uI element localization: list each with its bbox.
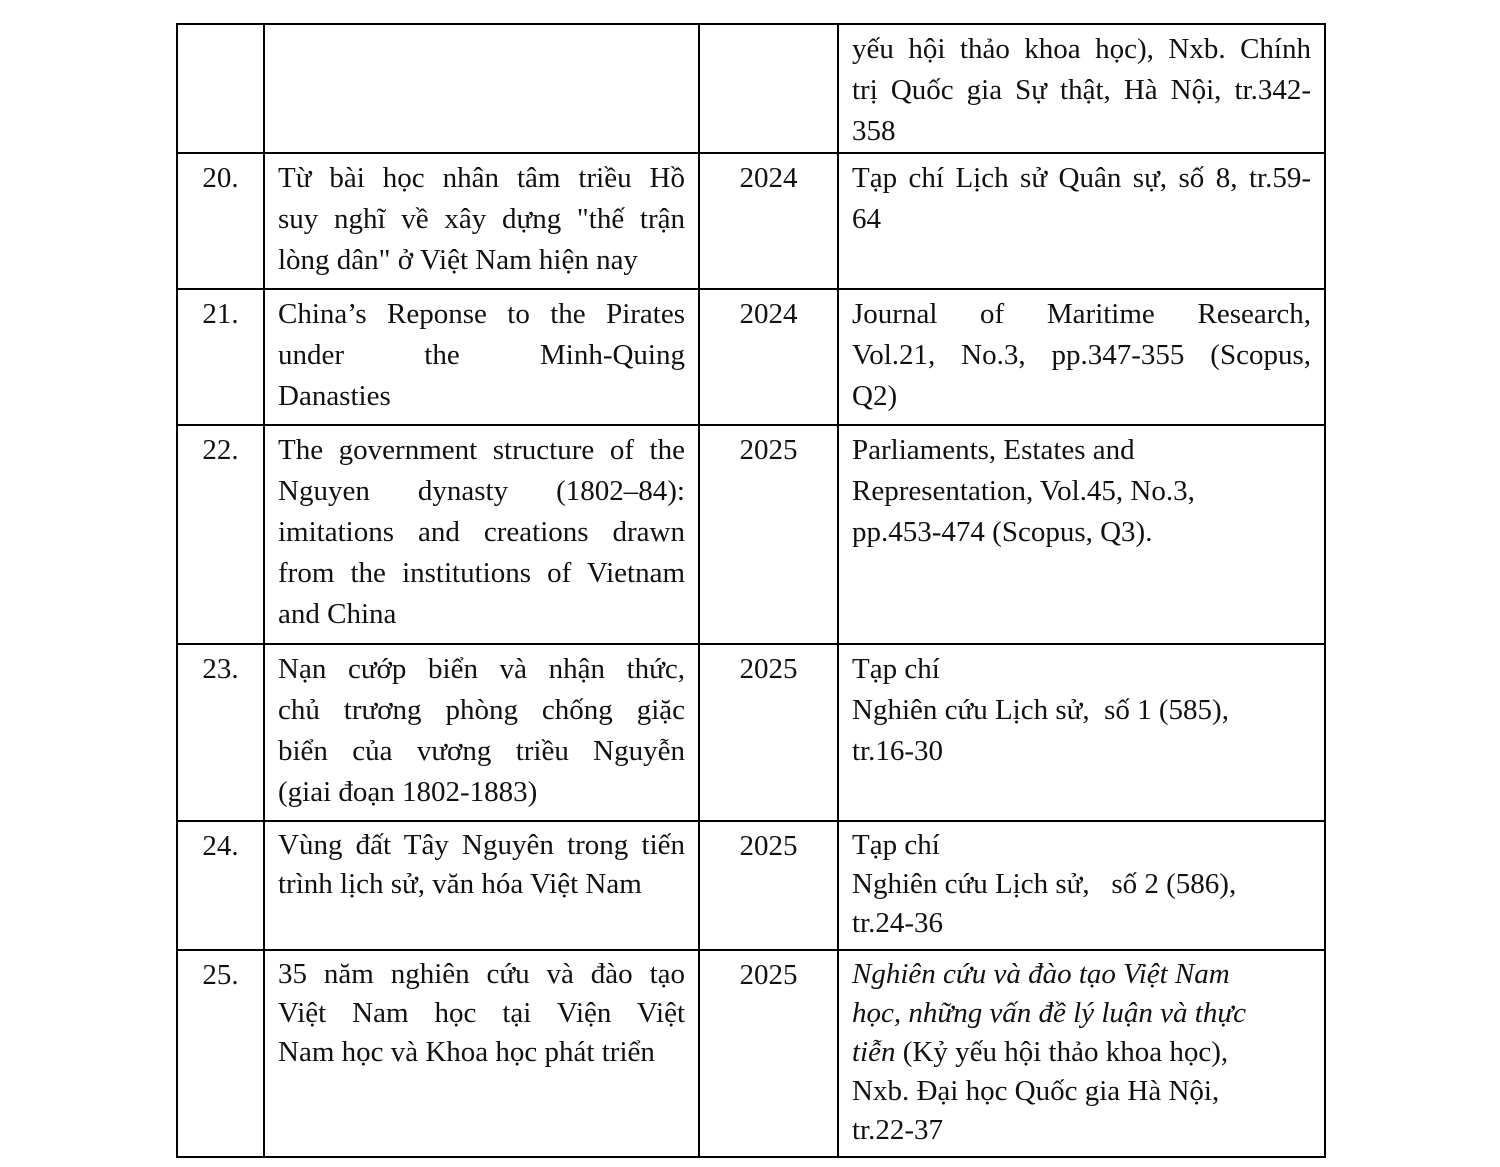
row-number: 20. — [177, 153, 264, 289]
row-title — [264, 950, 699, 1157]
venue-line: yếu hội thảo khoa học), Nxb. Chính — [852, 33, 1311, 65]
title-line: trình lịch sử, văn hóa Việt Nam — [278, 868, 642, 900]
row-number: 25. — [177, 950, 264, 1157]
table-row — [177, 153, 1325, 289]
row-year: 2025 — [699, 644, 838, 821]
row-year: 2024 — [699, 289, 838, 425]
title-line: Nguyen dynasty (1802–84): — [278, 475, 685, 507]
row-venue — [838, 425, 1325, 644]
row-year: 2024 — [699, 153, 838, 289]
row-venue — [838, 644, 1325, 821]
venue-line: tr.24-36 — [852, 907, 944, 939]
title-line: lòng dân" ở Việt Nam hiện nay — [278, 244, 638, 276]
title-line: Nam học và Khoa học phát triển — [278, 1036, 655, 1068]
publications-table — [176, 23, 1326, 1158]
row-venue — [838, 289, 1325, 425]
venue-line: Vol.21, No.3, pp.347-355 (Scopus, — [852, 339, 1311, 371]
table-row — [177, 24, 1325, 153]
venue-line: Journal of Maritime Research, — [852, 298, 1311, 330]
row-year — [699, 24, 838, 153]
title-line: under the Minh-Quing — [278, 339, 685, 371]
venue-line: (Kỷ yếu hội thảo khoa học), — [895, 1036, 1229, 1068]
row-number — [177, 24, 264, 153]
title-line: and China — [278, 598, 397, 630]
row-year: 2025 — [699, 821, 838, 950]
title-line: (giai đoạn 1802-1883) — [278, 776, 538, 808]
table-row — [177, 950, 1325, 1157]
row-title — [264, 289, 699, 425]
venue-line: tr.22-37 — [852, 1114, 944, 1146]
table-row — [177, 644, 1325, 821]
venue-line: Tạp chí — [852, 829, 940, 861]
venue-line: 358 — [852, 115, 896, 147]
row-venue — [838, 24, 1325, 153]
table-row — [177, 289, 1325, 425]
venue-italic-line: tiễn — [852, 1036, 896, 1068]
venue-line: Nghiên cứu Lịch sử, số 1 (585), — [852, 694, 1229, 726]
title-line: Từ bài học nhân tâm triều Hồ — [278, 162, 685, 194]
row-year: 2025 — [699, 950, 838, 1157]
row-title — [264, 153, 699, 289]
title-line: chủ trương phòng chống giặc — [278, 694, 685, 726]
title-line: imitations and creations drawn — [278, 516, 685, 548]
venue-line: Tạp chí — [852, 653, 940, 685]
row-title — [264, 425, 699, 644]
row-number: 22. — [177, 425, 264, 644]
venue-italic-line: Nghiên cứu và đào tạo Việt Nam — [852, 958, 1230, 990]
row-year: 2025 — [699, 425, 838, 644]
venue-italic-line: học, những vấn đề lý luận và thực — [852, 997, 1247, 1029]
title-line: China’s Reponse to the Pirates — [278, 298, 685, 330]
table-row — [177, 425, 1325, 644]
row-venue — [838, 153, 1325, 289]
venue-line: Q2) — [852, 380, 898, 412]
title-line: Vùng đất Tây Nguyên trong tiến — [278, 829, 685, 861]
title-line: from the institutions of Vietnam — [278, 557, 685, 589]
row-title — [264, 644, 699, 821]
title-line: suy nghĩ về xây dựng "thế trận — [278, 203, 685, 235]
row-title — [264, 821, 699, 950]
title-line: The government structure of the — [278, 434, 685, 466]
table-row — [177, 821, 1325, 950]
venue-line: 64 — [852, 203, 881, 235]
title-line: 35 năm nghiên cứu và đào tạo — [278, 958, 685, 990]
venue-line: Nxb. Đại học Quốc gia Hà Nội, — [852, 1075, 1220, 1107]
row-venue — [838, 821, 1325, 950]
venue-line: Tạp chí Lịch sử Quân sự, số 8, tr.59- — [852, 162, 1311, 194]
venue-line: Parliaments, Estates and — [852, 434, 1135, 466]
row-venue — [838, 950, 1325, 1157]
venue-line: pp.453-474 (Scopus, Q3). — [852, 516, 1153, 548]
title-line: Nạn cướp biển và nhận thức, — [278, 653, 685, 685]
venue-line: Representation, Vol.45, No.3, — [852, 475, 1195, 507]
row-number: 24. — [177, 821, 264, 950]
venue-line: Nghiên cứu Lịch sử, số 2 (586), — [852, 868, 1237, 900]
title-line: Danasties — [278, 380, 391, 412]
row-title — [264, 24, 699, 153]
venue-line: tr.16-30 — [852, 735, 944, 767]
row-number: 23. — [177, 644, 264, 821]
title-line: biển của vương triều Nguyễn — [278, 735, 685, 767]
row-number: 21. — [177, 289, 264, 425]
title-line: Việt Nam học tại Viện Việt — [278, 997, 685, 1029]
venue-line: trị Quốc gia Sự thật, Hà Nội, tr.342- — [852, 74, 1311, 106]
